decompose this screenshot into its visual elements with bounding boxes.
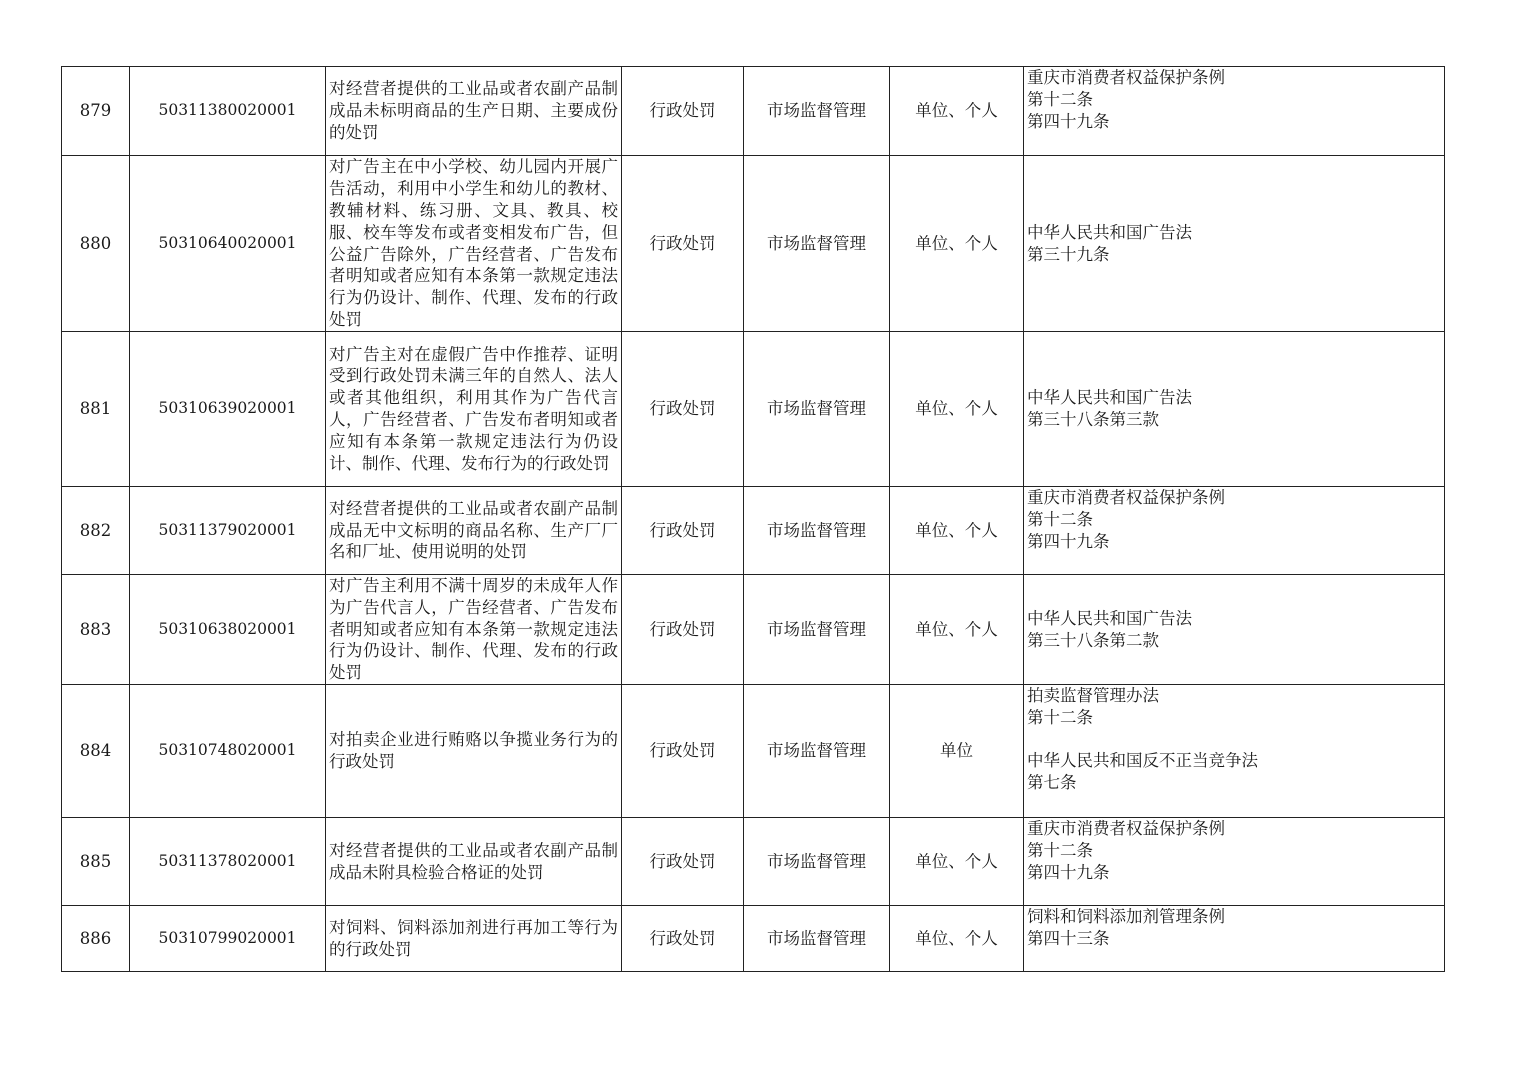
item-number: 884	[62, 685, 130, 818]
item-number: 885	[62, 818, 130, 906]
item-number: 881	[62, 332, 130, 487]
item-type: 行政处罚	[622, 67, 744, 156]
item-type: 行政处罚	[622, 906, 744, 972]
item-legal-basis: 拍卖监督管理办法 第十二条 中华人民共和国反不正当竞争法 第七条	[1024, 685, 1445, 818]
item-type: 行政处罚	[622, 818, 744, 906]
table-row	[62, 575, 1445, 685]
item-number: 882	[62, 487, 130, 575]
item-legal-basis: 重庆市消费者权益保护条例 第十二条 第四十九条	[1024, 487, 1445, 575]
item-code: 50311380020001	[130, 67, 326, 156]
table-row	[62, 685, 1445, 818]
item-description: 对广告主在中小学校、幼儿园内开展广告活动，利用中小学生和幼儿的教材、教辅材料、练习册、文具、教具、校服、校车等发布或者变相发布广告，但公益广告除外，广告经营者、广告发布者明知或者应知有本条第一款规定违法行为仍设计、制作、代理、发布的行政处罚	[326, 156, 622, 332]
item-description: 对经营者提供的工业品或者农副产品制成品未附具检验合格证的处罚	[326, 818, 622, 906]
item-legal-basis: 中华人民共和国广告法 第三十九条	[1024, 156, 1445, 332]
item-type: 行政处罚	[622, 685, 744, 818]
table-row	[62, 818, 1445, 906]
penalty-items-table	[61, 66, 1445, 972]
item-description: 对经营者提供的工业品或者农副产品制成品未标明商品的生产日期、主要成份的处罚	[326, 67, 622, 156]
item-subject: 单位、个人	[890, 818, 1024, 906]
item-description: 对广告主利用不满十周岁的未成年人作为广告代言人，广告经营者、广告发布者明知或者应知有本条第一款规定违法行为仍设计、制作、代理、发布的行政处罚	[326, 575, 622, 685]
item-legal-basis: 中华人民共和国广告法 第三十八条第三款	[1024, 332, 1445, 487]
item-type: 行政处罚	[622, 575, 744, 685]
item-description: 对拍卖企业进行贿赂以争揽业务行为的行政处罚	[326, 685, 622, 818]
item-department: 市场监督管理	[744, 487, 890, 575]
table-row	[62, 906, 1445, 972]
item-legal-basis: 饲料和饲料添加剂管理条例 第四十三条	[1024, 906, 1445, 972]
item-subject: 单位、个人	[890, 67, 1024, 156]
item-code: 50310640020001	[130, 156, 326, 332]
item-department: 市场监督管理	[744, 906, 890, 972]
item-subject: 单位、个人	[890, 487, 1024, 575]
item-department: 市场监督管理	[744, 685, 890, 818]
table-row	[62, 332, 1445, 487]
item-code: 50311378020001	[130, 818, 326, 906]
table-row	[62, 487, 1445, 575]
item-description: 对经营者提供的工业品或者农副产品制成品无中文标明的商品名称、生产厂厂名和厂址、使用说明的处罚	[326, 487, 622, 575]
item-legal-basis: 中华人民共和国广告法 第三十八条第二款	[1024, 575, 1445, 685]
item-subject: 单位、个人	[890, 906, 1024, 972]
item-number: 880	[62, 156, 130, 332]
item-legal-basis: 重庆市消费者权益保护条例 第十二条 第四十九条	[1024, 67, 1445, 156]
item-department: 市场监督管理	[744, 156, 890, 332]
item-department: 市场监督管理	[744, 332, 890, 487]
item-type: 行政处罚	[622, 487, 744, 575]
item-number: 886	[62, 906, 130, 972]
item-department: 市场监督管理	[744, 575, 890, 685]
item-code: 50310639020001	[130, 332, 326, 487]
item-department: 市场监督管理	[744, 67, 890, 156]
item-number: 883	[62, 575, 130, 685]
item-subject: 单位、个人	[890, 332, 1024, 487]
item-code: 50310799020001	[130, 906, 326, 972]
item-department: 市场监督管理	[744, 818, 890, 906]
table-row	[62, 156, 1445, 332]
item-code: 50310638020001	[130, 575, 326, 685]
item-subject: 单位、个人	[890, 575, 1024, 685]
item-description: 对广告主对在虚假广告中作推荐、证明受到行政处罚未满三年的自然人、法人或者其他组织，利用其作为广告代言人，广告经营者、广告发布者明知或者应知有本条第一款规定违法行为仍设计、制作、代理、发布行为的行政处罚	[326, 332, 622, 487]
item-description: 对饲料、饲料添加剂进行再加工等行为的行政处罚	[326, 906, 622, 972]
item-subject: 单位、个人	[890, 156, 1024, 332]
item-legal-basis: 重庆市消费者权益保护条例 第十二条 第四十九条	[1024, 818, 1445, 906]
table-row	[62, 67, 1445, 156]
item-number: 879	[62, 67, 130, 156]
item-type: 行政处罚	[622, 156, 744, 332]
item-code: 50310748020001	[130, 685, 326, 818]
item-code: 50311379020001	[130, 487, 326, 575]
item-subject: 单位	[890, 685, 1024, 818]
item-type: 行政处罚	[622, 332, 744, 487]
